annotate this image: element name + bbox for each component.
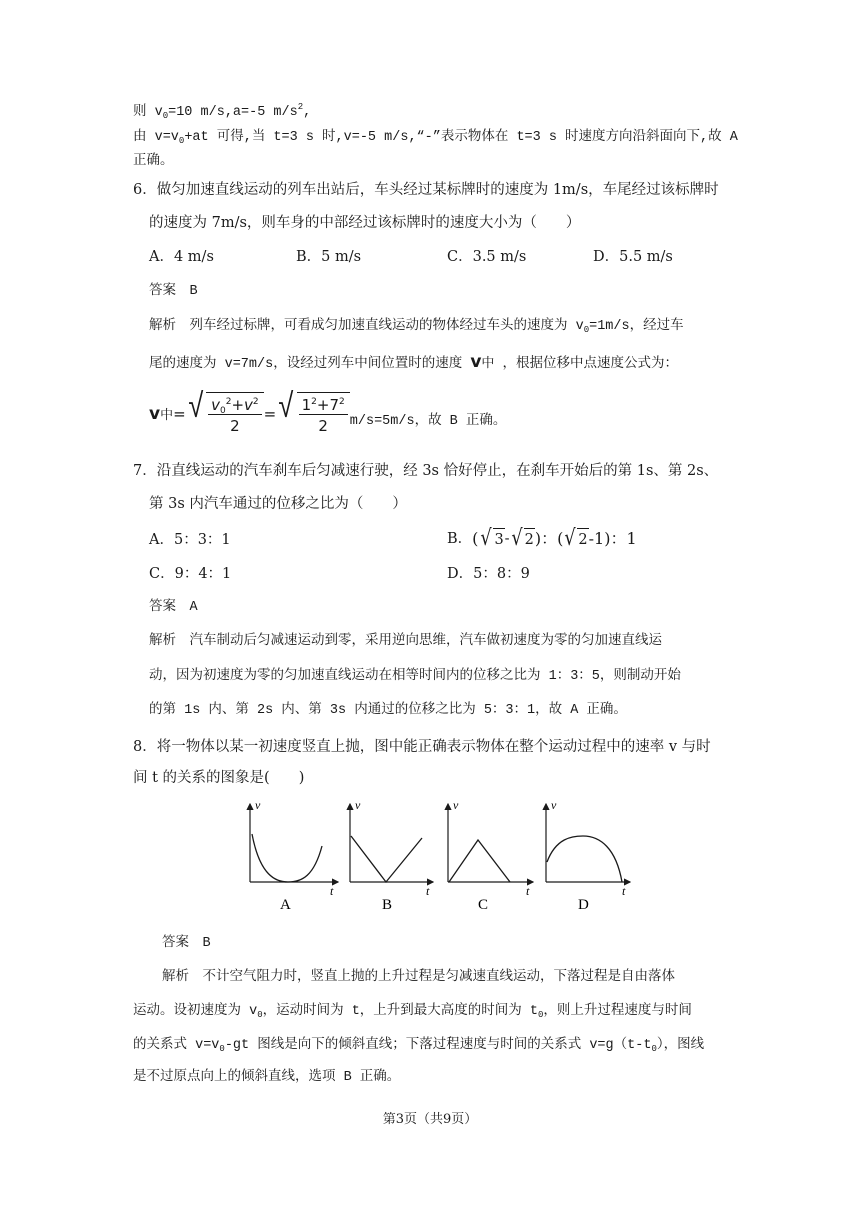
sqrt-fraction-1: √ $\frac{v_0^2+v^2}{2}$: [186, 392, 264, 435]
formula-v-mid: v中: [149, 403, 174, 424]
page-footer: 第3页（共9页）: [382, 1112, 478, 1127]
q6-explanation-line-2: 尾的速度为 v=7m/s，设经过列车中间位置时的速度 v中 ，根据位移中点速度公式为：: [149, 352, 679, 372]
graph-c-label: C: [478, 897, 489, 913]
q7-option-b: B． ( √ 3 - √ 2 )：( √ 2 -1)：1: [447, 526, 637, 551]
q8-explanation-line-1: 解析 不计空气阻力时，竖直上抛的上升过程是匀减速直线运动，下落过程是自由落体: [162, 970, 675, 985]
q8-explanation-line-3: 的关系式 $v=v_0-gt$ 图线是向下的倾斜直线；下落过程速度与时间的关系式 $v=g(t-t_0)$，图线: [133, 1038, 705, 1054]
q7-option-d: D．5：8：9: [447, 566, 530, 582]
graph-d-arch: [547, 836, 622, 882]
q8-graphs-figure: [238, 796, 638, 916]
q8-stem-line-1: 8．将一物体以某一初速度竖直上抛，图中能正确表示物体在整个运动过程中的速率 v 与时: [133, 739, 711, 755]
q7-option-c: C．9：4：1: [149, 566, 232, 582]
svg-text:t: t: [526, 884, 530, 898]
prev-line-1: 则 $v_0=10$ m/s,a=-5 $m/s^2$,: [133, 102, 312, 121]
q7-explanation-line-3: 的第 1s 内、第 2s 内、第 3s 内通过的位移之比为 5：3：1，故 A 正确。: [149, 703, 627, 718]
svg-text:v: v: [355, 798, 361, 812]
svg-text:t: t: [622, 884, 626, 898]
graph-b: [350, 798, 433, 913]
svg-text:t: t: [330, 884, 334, 898]
svg-text:v: v: [453, 798, 459, 812]
v-mid-symbol: v中: [470, 352, 495, 372]
q6-option-b: B．5 m/s: [296, 249, 362, 265]
q8-answer: 答案 B: [162, 936, 211, 951]
q6-formula: v中 = √ $\frac{v_0^2+v^2}{2}$ = √ $\frac{1^2+7^2}{2}$ m/s=5m/s，故 B 正确。: [149, 390, 507, 435]
q8-explanation-line-2: 运动。设初速度为 $v_0$，运动时间为 t，上升到最大高度的时间为 $t_0$，则上升过程速度与时间: [133, 1004, 692, 1020]
graph-d-label: D: [578, 897, 589, 913]
q7-option-a: A．5：3：1: [149, 532, 231, 548]
q6-option-d: D．5.5 m/s: [593, 249, 673, 265]
graph-a-label: A: [280, 897, 291, 913]
q8-stem-line-2: 间 t 的关系的图象是( ): [133, 770, 305, 786]
graph-c-lines: [449, 840, 510, 882]
svg-text:t: t: [426, 884, 430, 898]
q6-option-c: C．3.5 m/s: [447, 249, 527, 265]
graph-d: [546, 798, 630, 913]
graph-b-label: B: [382, 897, 393, 913]
graph-a-curve: [252, 834, 322, 882]
sqrt-fraction-2: √ $\frac{1^2+7^2}{2}$: [276, 392, 350, 435]
q7-stem-line-1: 7．沿直线运动的汽车刹车后匀减速行驶，经 3s 恰好停止，在刹车开始后的第 1s、第 2s、: [133, 463, 719, 479]
svg-text:v: v: [255, 798, 261, 812]
q7-explanation-line-2: 动，因为初速度为零的匀加速直线运动在相等时间内的位移之比为 1：3：5，则制动开始: [149, 669, 681, 684]
graph-c: [448, 798, 533, 913]
q8-explanation-line-4: 是不过原点向上的倾斜直线，选项 B 正确。: [133, 1070, 401, 1085]
graph-a: [250, 798, 338, 913]
q6-explanation-line-1: 解析 列车经过标牌，可看成匀加速直线运动的物体经过车头的速度为 $v_0=1m/s$，经过车: [149, 319, 684, 335]
graph-b-lines: [351, 836, 422, 882]
q6-stem-line-2: 的速度为 7m/s，则车身的中部经过该标牌时的速度大小为（ ）: [149, 215, 581, 231]
q7-answer: 答案 A: [149, 600, 198, 615]
q6-option-a: A．4 m/s: [149, 249, 214, 265]
prev-line-3: 正确。: [133, 154, 174, 169]
svg-text:v: v: [551, 798, 557, 812]
prev-line-2: 由 $v=v_0+at$ 可得,当 t=3 s 时,v=-5 m/s,“-”表示物体在 t=3 s 时速度方向沿斜面向下,故 A: [133, 130, 738, 146]
q6-stem-line-1: 6．做匀加速直线运动的列车出站后，车头经过某标牌时的速度为 1m/s，车尾经过该标牌时: [133, 182, 719, 198]
q7-stem-line-2: 第 3s 内汽车通过的位移之比为（ ）: [149, 496, 407, 512]
q7-explanation-line-1: 解析 汽车制动后匀减速运动到零，采用逆向思维，汽车做初速度为零的匀加速直线运: [149, 634, 662, 649]
q6-answer: 答案 B: [149, 284, 198, 299]
